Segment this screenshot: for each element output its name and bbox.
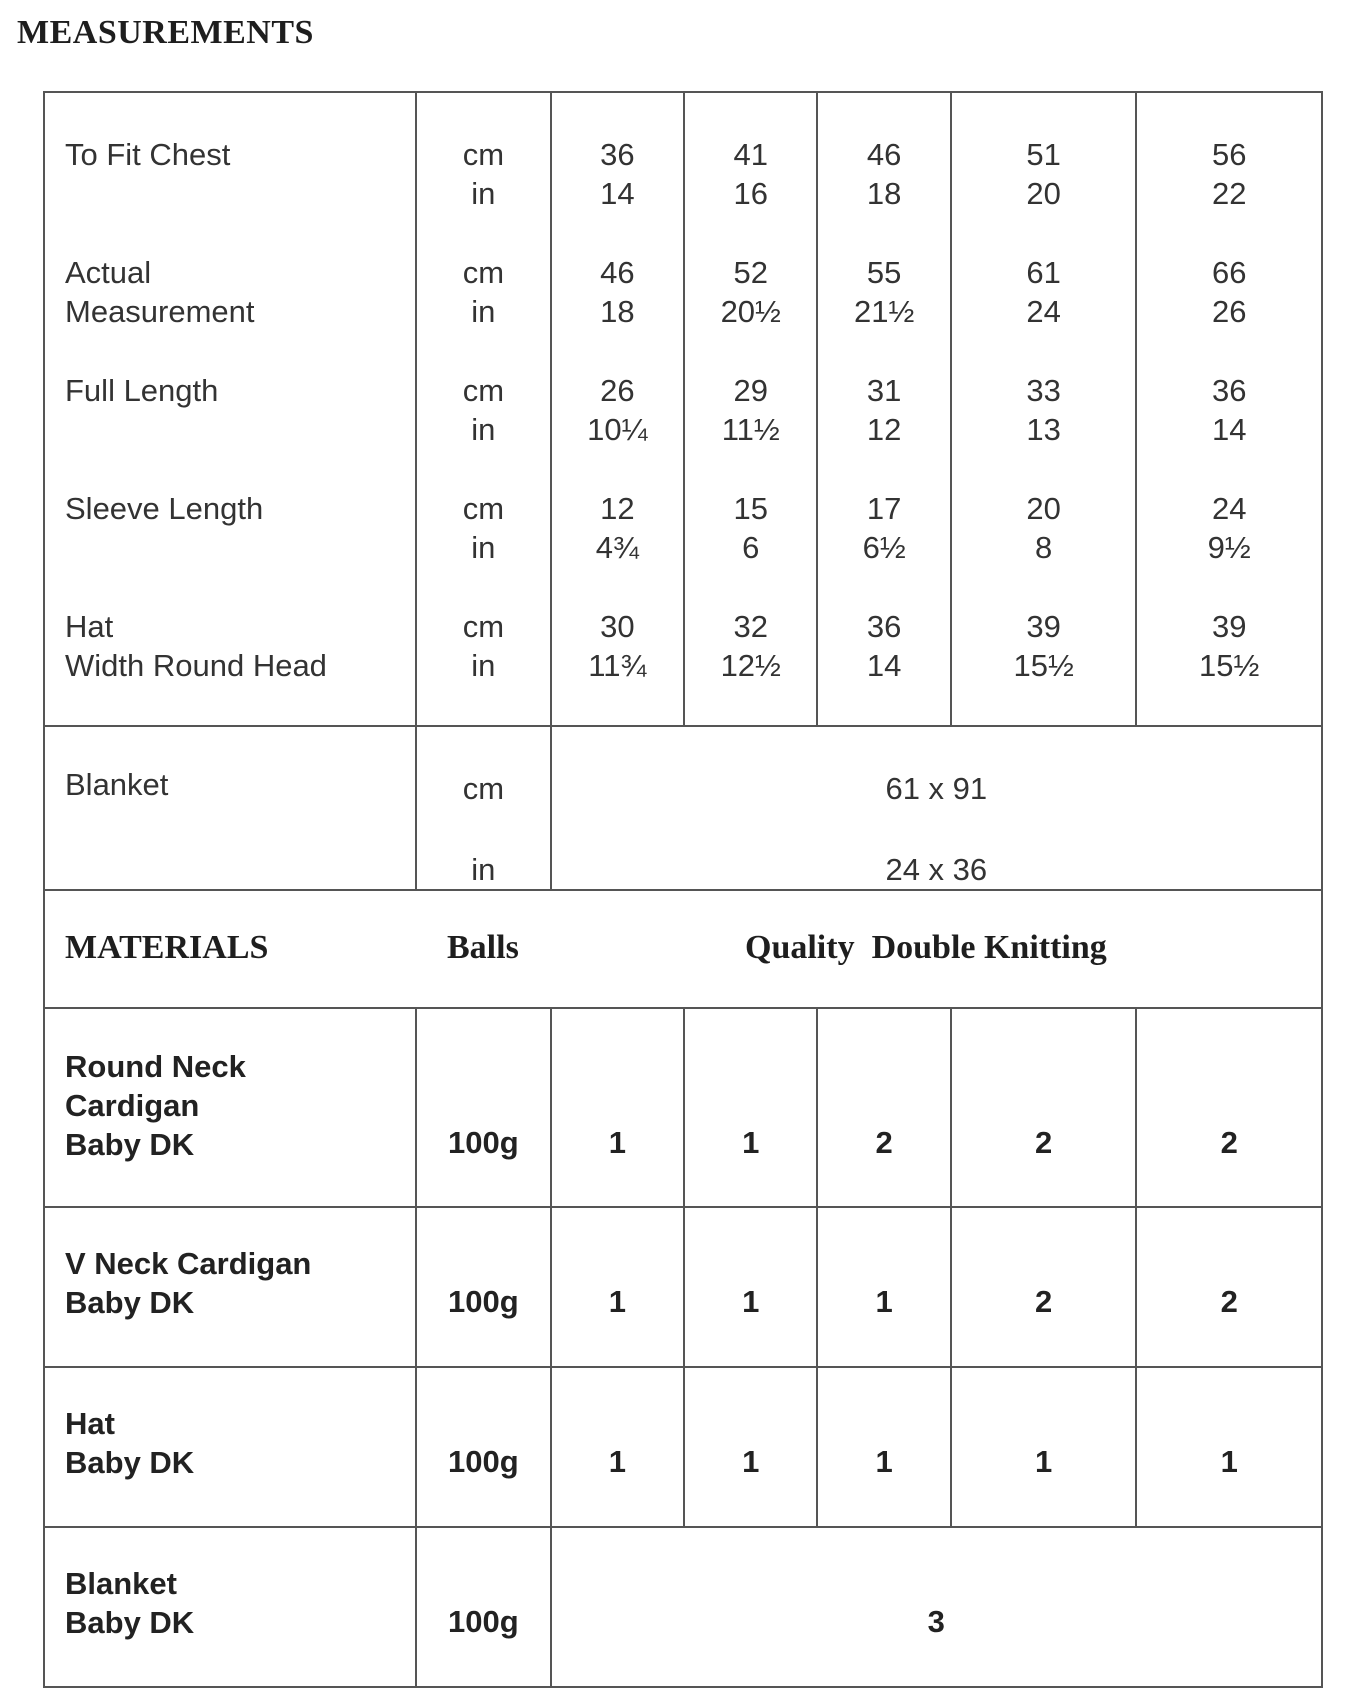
- weight-value: 100g: [448, 1125, 519, 1160]
- unit-in: in: [471, 852, 496, 887]
- value-in: 6½: [862, 530, 906, 565]
- blanket-size-cell: [551, 726, 1322, 890]
- value-in: 20½: [720, 294, 781, 329]
- balls-label: Balls: [447, 929, 519, 966]
- qty-cell: [1136, 1008, 1322, 1207]
- size-value-pair: [685, 489, 816, 607]
- qty-value: 1: [742, 1284, 760, 1319]
- measurement-label: [65, 135, 415, 253]
- size-value-pair: [952, 253, 1136, 371]
- size-value-pair: [685, 607, 816, 725]
- size-value-pair: [685, 371, 816, 489]
- size-value-pair: [1137, 135, 1321, 253]
- materials-header-cell: [44, 890, 1322, 1008]
- blanket-cm: 61 x 91: [885, 771, 988, 806]
- size-value-pair: [552, 135, 683, 253]
- value-in: 4¾: [595, 530, 639, 565]
- value-in: 20: [1026, 176, 1061, 211]
- measurement-labels-cell: [44, 92, 416, 726]
- label-line: Measurement: [65, 294, 255, 329]
- value-in: 12½: [720, 648, 781, 683]
- qty-cell: [684, 1207, 817, 1367]
- qty-cell: [551, 1008, 684, 1207]
- unit-in: in: [471, 648, 496, 683]
- qty-value: 1: [875, 1444, 893, 1479]
- weight-value: 100g: [448, 1444, 519, 1479]
- value-in: 16: [733, 176, 768, 211]
- value-in: 14: [1211, 412, 1247, 447]
- label-line: Full Length: [65, 373, 219, 408]
- label-line: Sleeve Length: [65, 491, 264, 526]
- material-row: [44, 1527, 1322, 1687]
- value-in: 14: [600, 176, 635, 211]
- size-value-pair: [552, 607, 683, 725]
- qty-value: 2: [875, 1125, 893, 1160]
- name-line: Cardigan: [65, 1088, 200, 1123]
- value-cm: 31: [866, 373, 902, 408]
- value-in: 6: [742, 530, 760, 565]
- value-cm: 20: [1026, 491, 1061, 526]
- value-in: 15½: [1013, 648, 1074, 683]
- qty-cell: [951, 1008, 1137, 1207]
- blanket-row: [44, 726, 1322, 890]
- value-cm: 30: [600, 609, 635, 644]
- qty-value: 2: [1035, 1125, 1053, 1160]
- value-in: 18: [600, 294, 635, 329]
- size-value-pair: [552, 489, 683, 607]
- value-in: 11¾: [588, 648, 647, 683]
- size-value-pair: [818, 489, 949, 607]
- unit-pair: [417, 489, 549, 607]
- measurement-rows: [44, 92, 1322, 726]
- qty-cell: [817, 1008, 950, 1207]
- blanket-unit-cell: [416, 726, 550, 890]
- name-line: Round Neck: [65, 1049, 246, 1084]
- name-line: V Neck Cardigan: [65, 1246, 312, 1281]
- value-cm: 17: [866, 491, 902, 526]
- blanket-label-cell: [44, 726, 416, 890]
- measurement-label: [65, 489, 415, 607]
- qty-cell: [817, 1367, 950, 1527]
- value-cm: 36: [1211, 373, 1247, 408]
- qty-cell: [1136, 1367, 1322, 1527]
- size-value-pair: [1137, 253, 1321, 371]
- value-in: 12: [866, 412, 902, 447]
- size-value-pair: [1137, 607, 1321, 725]
- value-cm: 32: [733, 609, 768, 644]
- material-weight: [416, 1527, 550, 1687]
- size-value-pair: [552, 253, 683, 371]
- value-cm: 33: [1026, 373, 1061, 408]
- qty-value: 2: [1035, 1284, 1053, 1319]
- qty-cell: [551, 1367, 684, 1527]
- weight-value: 100g: [448, 1284, 519, 1319]
- material-name: [44, 1367, 416, 1527]
- size-value-pair: [1137, 371, 1321, 489]
- qty-cell: [684, 1367, 817, 1527]
- unit-pair: [417, 607, 549, 725]
- unit-cm: cm: [462, 373, 505, 408]
- size-value-pair: [685, 253, 816, 371]
- unit-in: in: [471, 176, 496, 211]
- size-value-pair: [685, 135, 816, 253]
- qty-value: 2: [1220, 1125, 1238, 1160]
- value-cm: 15: [733, 491, 768, 526]
- unit-cm: cm: [462, 771, 505, 806]
- value-in: 21½: [853, 294, 915, 329]
- name-line: Hat: [65, 1406, 115, 1441]
- material-name: [44, 1527, 416, 1687]
- value-cm: 24: [1211, 491, 1247, 526]
- value-cm: 46: [600, 255, 635, 290]
- value-in: 8: [1035, 530, 1053, 565]
- material-name: [44, 1008, 416, 1207]
- value-in: 11½: [721, 412, 780, 447]
- unit-pair: [417, 371, 549, 489]
- value-in: 22: [1211, 176, 1247, 211]
- label-line: Hat: [65, 609, 114, 644]
- qty-value: 1: [875, 1284, 893, 1319]
- value-cm: 46: [866, 137, 902, 172]
- unit-cm: cm: [462, 137, 505, 172]
- material-row: [44, 1008, 1322, 1207]
- name-line: Baby DK: [65, 1445, 195, 1480]
- name-line: Baby DK: [65, 1127, 195, 1162]
- value-cm: 12: [600, 491, 635, 526]
- size-value-pair: [1137, 489, 1321, 607]
- materials-title: MATERIALS: [65, 929, 269, 966]
- value-cm: 66: [1211, 255, 1247, 290]
- size-column-5: [1136, 92, 1322, 726]
- value-cm: 56: [1211, 137, 1247, 172]
- size-column-2: [684, 92, 817, 726]
- measurement-label: [65, 371, 415, 489]
- value-in: 13: [1026, 412, 1061, 447]
- value-in: 24: [1026, 294, 1061, 329]
- qty-cell: [551, 1207, 684, 1367]
- quality-label: Quality Double Knitting: [745, 929, 1107, 966]
- qty-value: 1: [608, 1444, 626, 1479]
- size-value-pair: [952, 371, 1136, 489]
- value-in: 9½: [1207, 530, 1251, 565]
- value-in: 26: [1211, 294, 1247, 329]
- materials-header-row: [44, 890, 1322, 1008]
- qty-value: 1: [608, 1125, 626, 1160]
- qty-cell: [1136, 1207, 1322, 1367]
- value-cm: 39: [1211, 609, 1247, 644]
- size-column-4: [951, 92, 1137, 726]
- qty-value: 1: [608, 1284, 626, 1319]
- size-column-1: [551, 92, 684, 726]
- label-line: To Fit Chest: [65, 137, 231, 172]
- weight-value: 100g: [448, 1604, 519, 1639]
- material-row: [44, 1207, 1322, 1367]
- material-row: [44, 1367, 1322, 1527]
- qty-cell: [951, 1367, 1137, 1527]
- qty-value: 1: [742, 1444, 760, 1479]
- name-line: Baby DK: [65, 1605, 195, 1640]
- value-cm: 26: [600, 373, 635, 408]
- unit-in: in: [471, 294, 496, 329]
- qty-cell: [684, 1008, 817, 1207]
- unit-in: in: [471, 412, 496, 447]
- blanket-in: 24 x 36: [885, 852, 988, 887]
- value-cm: 55: [866, 255, 902, 290]
- value-in: 18: [866, 176, 902, 211]
- qty-value: 1: [1035, 1444, 1053, 1479]
- measurement-label: [65, 607, 415, 725]
- size-column-3: [817, 92, 950, 726]
- measurements-table: [43, 91, 1323, 1688]
- name-line: Blanket: [65, 1566, 177, 1601]
- qty-cell: [951, 1207, 1137, 1367]
- material-name: [44, 1207, 416, 1367]
- value-in: 15½: [1199, 648, 1260, 683]
- material-weight: [416, 1207, 550, 1367]
- qty-value: 1: [1220, 1444, 1238, 1479]
- qty-value: 3: [927, 1604, 945, 1639]
- material-weight: [416, 1367, 550, 1527]
- blanket-label: Blanket: [65, 767, 169, 802]
- qty-value: 1: [742, 1125, 760, 1160]
- measurement-label: [65, 253, 415, 371]
- size-value-pair: [818, 135, 949, 253]
- size-value-pair: [952, 135, 1136, 253]
- value-cm: 41: [733, 137, 768, 172]
- size-value-pair: [952, 489, 1136, 607]
- value-cm: 51: [1026, 137, 1061, 172]
- value-cm: 36: [600, 137, 635, 172]
- label-line: Actual: [65, 255, 152, 290]
- unit-in: in: [471, 530, 496, 565]
- size-value-pair: [818, 607, 949, 725]
- unit-column: [416, 92, 550, 726]
- value-cm: 52: [733, 255, 768, 290]
- value-cm: 29: [733, 373, 768, 408]
- value-cm: 39: [1026, 609, 1061, 644]
- unit-cm: cm: [462, 255, 505, 290]
- value-cm: 36: [866, 609, 902, 644]
- unit-cm: cm: [462, 609, 505, 644]
- value-cm: 61: [1026, 255, 1061, 290]
- unit-pair: [417, 253, 549, 371]
- value-in: 14: [866, 648, 902, 683]
- size-value-pair: [818, 253, 949, 371]
- qty-cell-all-sizes: [551, 1527, 1322, 1687]
- name-line: Baby DK: [65, 1285, 195, 1320]
- label-line: Width Round Head: [65, 648, 327, 683]
- value-in: 10¼: [587, 412, 648, 447]
- page-title: MEASUREMENTS: [17, 14, 314, 51]
- unit-pair: [417, 135, 549, 253]
- qty-value: 2: [1220, 1284, 1238, 1319]
- size-value-pair: [818, 371, 949, 489]
- material-weight: [416, 1008, 550, 1207]
- size-value-pair: [552, 371, 683, 489]
- size-value-pair: [952, 607, 1136, 725]
- qty-cell: [817, 1207, 950, 1367]
- unit-cm: cm: [462, 491, 505, 526]
